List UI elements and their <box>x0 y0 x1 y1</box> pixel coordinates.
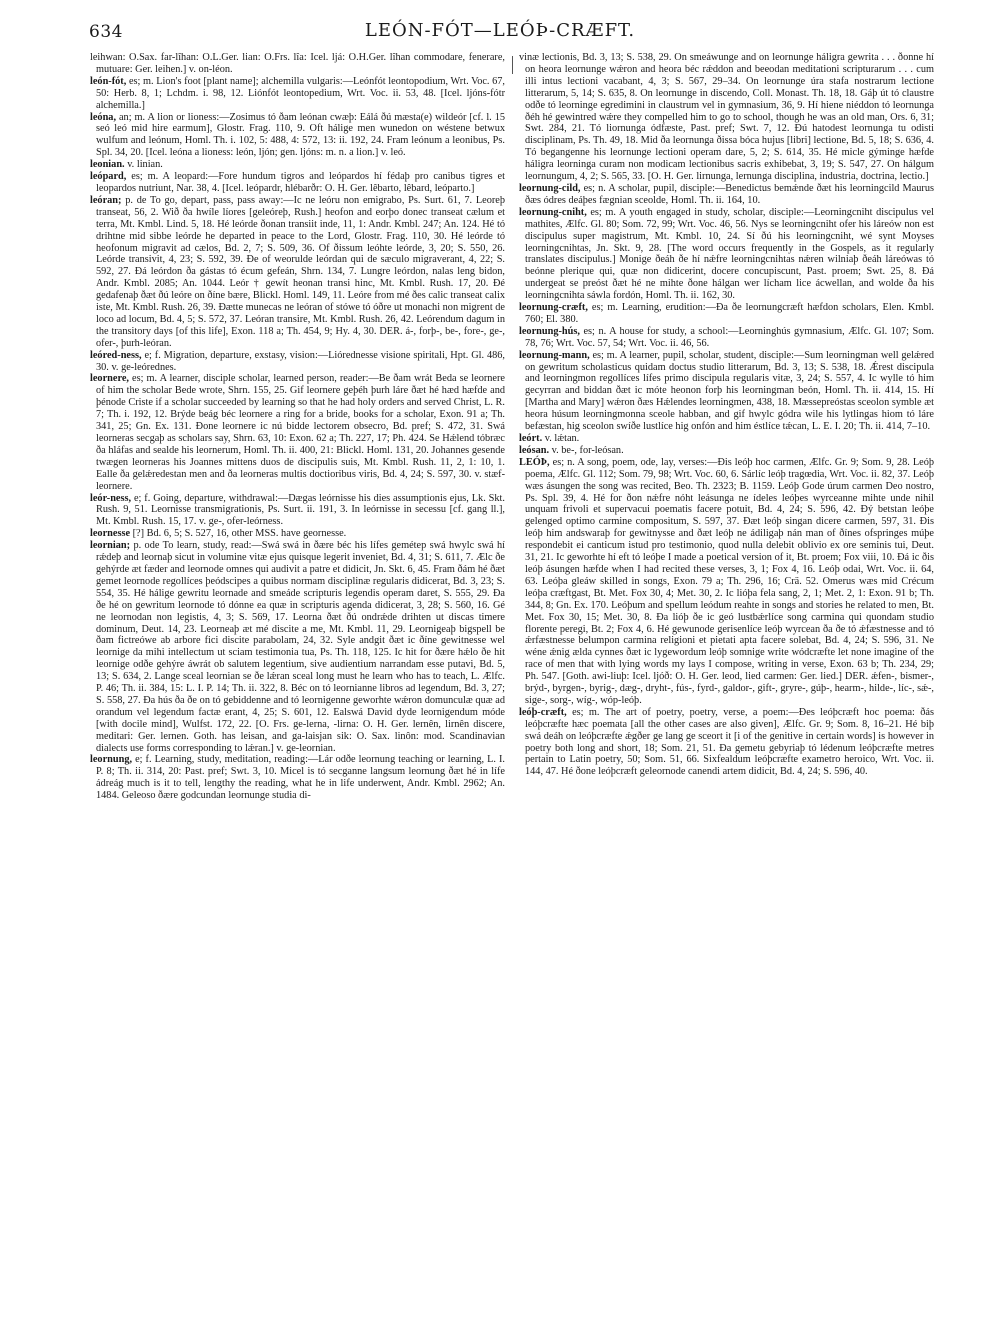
dictionary-entry <box>90 540 505 754</box>
dictionary-entry <box>90 528 505 540</box>
dictionary-entry <box>90 112 505 160</box>
entry-headword: leornung-cniht, <box>519 206 587 218</box>
entry-text: es; m. A youth engaged in study, scholar, disciple:—Leorningcniht discipulus vel mathites, Ælfc. Gl. 80; Som. 72, 99; Wrt. Voc. 46, 56. Nys se leorningcniht ofer his láreów non est discipulus super magistrum, Mt. Kmbl. 10, 24. Sí ðú his leorningcniht, wé synt Moyses leorningcnihtas, Jn. Skt. 9, 28. [The word occurs frequently in the Gospels, as it regularly translates discipulus.] Monige ðeáh ðe hí nǽfre leorningcnihtas nǽren wilniaþ ðeáh láreówas tó beónne plerique qui, quæ non didicerint, docere concupiscunt, Past. proem; Swt. 25, 8. Ðá undergeat se preóst ðæt hé ne mihte ðone hálgan wer lícham lice ácwellan, and wolde ða his leorningcnihta sáwla fordón, Homl. Th. ii. 162, 30. <box>525 206 934 302</box>
dictionary-entry <box>90 171 505 195</box>
entry-text: e; f. Migration, departure, exstasy, vision:—Liórednesse visione spiritali, Hpt. Gl. 486, 30. v. ge-leórednes. <box>96 349 505 373</box>
entry-text: es; m. Lion's foot [plant name]; alchemilla vulgaris:—Leónfót leontopodium, Wrt. Voc. 67, 50: Herb. 8, 1; Lchdm. i. 98, 12. Liónfót leontopedium, Wrt. Voc. ii. 53, 48. [Icel. ljóns-fótr alchemilla.] <box>96 75 505 111</box>
entry-headword: león-fót, <box>90 75 127 87</box>
entry-text: es; n. A song, poem, ode, lay, verses:—Ðis leóþ hoc carmen, Ælfc. Gr. 9; Som. 9, 28. Leóþ poema, Ælfc. Gl. 112; Som. 79, 98; Wrt. Voc. 60, 6. Sárlíc leóþ tragœdia, Wrt. Voc. ii. 82, 37. Leóþ wæs ásungen the song was recited, Beo. Th. 2323; B. 1159. Leóþ Gode úrum carmen Deo nostro, Ps. Spl. 39, 4. Hé for ðon nǽfre nóht leásunga ne ídeles leóþes wyrceanne mihte unde nihil unquam frivoli et supervacui poematis facere potuit, Bd. 4, 24; S. 596, 42. Ðý betstan leóþe gelenged optimo carmine compositum, S. 597, 37. Ðæt leóþ singan dicere carmen, 597, 31. Ðis leóþ him andswaraþ for gewitnysse and ðæt leóþ ne ádiligaþ nán man of ðínes ofspringes múþe respondebit ei canticum istud pro testimonio, quod nulla delebit oblivio ex ore seminis tui, Deut. 31, 21. Ic geworhte hí eft tó leóþe I made a poetical version of it, Bt. proem; Fox viii, 10. Ðá ic ðis leóþ ásungen hæfde when I had recited these verses, 3, 1; Fox 4, 16. Leóþ odai, Wrt. Voc. ii. 64, 63. Leóþa gleáw skilled in songs, Exon. 79 a; Th. 296, 16; Crä. 52. Omerus wæs mid Crécum leóþa cræftgast, Bt. Met. Fox 30, 4; Met. 30, 2. Ic lióþa fela sang, 2, 1; Met. 2, 1: Exon. 91 b; Th. 344, 8; Gn. Ex. 170. Leóþum and spellum leódum reahte in songs and stories he related to men, Bt. Met. Fox 30, 15; Met. 30, 8. Ða lióþ ðe ic geó lustbǽrlíce song carmina qui quondam studio florente peregi, Bt. 2; Fox 4, 6. Hé gewunode gerisenlíce leóþ wyrcean ða ðe tó ǽfæstnesse and tó ǽrfæstnesse belumpon carmina religioni et pietati apta facere solebat, Bd. 4, 24; S. 596, 31. Ne wéne ǽnig ælda cynnes ðæt ic lygewordum leóþ somnige write wódcræfte let none imagine of the race of men that with lying words my lays I compose, writing in verse, Exon. 63 b; Th. 234, 29; Ph. 547. [Goth. awi-liuþ: Icel. ljóð: O. H. Ger. leod, lied carmen: Ger. lied.] DER. ǽfen-, bismer-, brýd-, byrgen-, byrig-, dæg-, dryht-, fús-, fyrd-, galdor-, gift-, gryre-, gúþ-, hearm-, hilde-, líc-, sǽ-, sige-, sorg-, wíg-, wóp-leóþ. <box>525 456 934 706</box>
dictionary-entry <box>519 207 934 302</box>
entry-text: e; f. Going, departure, withdrawal:—Dægas leórnisse his dies assumptionis ejus, Lk. Skt. Rush. 9, 51. Leornisse transmigrationis, Ps. Surt. ii. 191, 3. In leórnisse in secessu [cf. gang ll.], Mt. Kmbl. Rush. 15, 17. v. ge-, ofer-leórness. <box>96 492 505 528</box>
right-column <box>519 52 934 1307</box>
dictionary-entry <box>90 493 505 529</box>
dictionary-entry <box>90 350 505 374</box>
entry-headword: leópard, <box>90 171 127 183</box>
entry-text: es; m. A leopard:—Fore hundum tigros and leópardos hí fédaþ pro canibus tigres et leopardos nutriunt, Nar. 38, 4. [Icel. leópardr, hlébarðr: O. H. Ger. lêbarto, lêbard, leóparto.] <box>96 171 505 194</box>
entry-headword: leornung-cild, <box>519 182 581 194</box>
column-rule <box>512 56 513 74</box>
entry-headword: leóran; <box>90 194 122 206</box>
dictionary-entry <box>90 373 505 492</box>
entry-headword: leóred-ness, <box>90 349 142 361</box>
entry-text: v. linian. <box>124 159 163 171</box>
entry-headword: leornesse <box>90 528 131 540</box>
dictionary-entry <box>90 195 505 350</box>
dictionary-entry <box>519 52 934 183</box>
dictionary-entry <box>519 433 934 445</box>
entry-headword: leósan. <box>519 444 550 456</box>
entry-headword: LEÓÞ, <box>519 456 550 468</box>
dictionary-entry <box>519 326 934 350</box>
entry-text: p. de To go, depart, pass, pass away:—Ic ne leóru non emigrabo, Ps. Surt. 61, 7. Leoreþ transeat, 56, 2. Wið ða hwíle líores [geleóreþ, Rush.] heofon and eorþo donec transeat cælum et terra, Mt. Kmbl. Lind. 5, 18. Hé leórde ðonan transiit inde, 11, 1: Andr. Kmbl. 247; An. 124. Hé tó drihtne mid sibbe leórde he departed in peace to the Lord, Glostr. Frag. 110, 30. Hé leórde tó heofonum migravit ad cælos, Bd. 2, 7; S. 509, 36. Of ðissum leóhte leórde, 3, 20; S. 550, 26. Leórde transivit, 4, 23; S. 592, 39. Ðe of weorulde leórdan qui de sæculo migraverant, 4, 22; S. 592, 27. Ðá leórdon ða gástas tó écum gefeán, Shrn. 134, 7. Lungre leórdon, nalas leng bidon, Andr. Kmbl. 2085; An. 1044. Leór † gewít heonan transi hinc, Mt. Kmbl. Rush. 17, 20. Ðé gedafenaþ ðæt ðú leóre on ðíne bære, Blickl. Homl. 149, 11. Leóre from mé ðes calic transeat calix iste, Mt. Kmbl. Rush. 26, 39. Ðætte munecas ne leóran of stówe tó óðre ut monachi non migrent de loco ad locum, Bd. 4, 5; S. 572, 37. Leóran transire, Mt. Kmbl. Rush. 26, 42. Leórendum dagum in the transitory days [of this life], Exon. 118 a; Th. 454, 9; Hy. 4, 30. DER. á-, forþ-, be-, fore-, ge-, ofer-, þurh-leóran. <box>96 194 505 349</box>
dictionary-entry <box>519 183 934 207</box>
entry-headword: leornung-mann, <box>519 349 590 361</box>
entry-headword: leornere, <box>90 373 129 385</box>
left-column <box>90 52 505 1307</box>
entry-headword: leórt. <box>519 433 543 444</box>
entry-headword: leornung-hús, <box>519 325 580 337</box>
dictionary-entry <box>519 445 934 457</box>
entry-text: p. ode To learn, study, read:—Swá swá in ðære béc his lífes gemétep swá hwylc swá hí rǽdeþ and leornaþ sicut in volumine vitæ ejus quisque legerit inveniet, Bd. 4, 31; S. 611, 7. Ælc ðe gehýrde æt fæder and leornode omnes qui audivit a patre et didicit, Jn. Skt. 6, 45. Fram ðám hé ðæt gemet leornode regollíces þeódscipes a quibus normam disciplinæ regularis didicerat, Bd. 3, 23; S. 554, 35. Hé hálige gewritu leornade and smeáde scripturis legendis operam daret, S. 555, 29. Ða ðe hé on gewritum leornode tó dónne ea quæ in scripturis agenda didicerat, 3, 28; S. 560, 16. Gé ne leornodan non legistis, 4, 3; S. 569, 17. Leorna ðæt ðú ondrǽde drihten ut discas timere dominum, Deut. 14, 23. Leorneaþ æt mé discite a me, Mt. Kmbl. 11, 29. Leornigeaþ bigspell be ðam fictreówe ab arbore fici discite parabolam, 24, 32. Syle andgit ðæt ic ðíne gewitnesse wel leornige da mihi intellectum ut sciam testimonia tua, Ps. Th. 118, 125. Ic hit for ðære hǽlo ðe hit leornige odðe gehýre áwrát ob salutem legentium, sive audientium narrandam esse putavi, Bd. 5, 13; S. 634, 2. Lange sceal leornian se ðe lǽran sceal long must he learn who has to teach, L. Ælfc. P. 46; Th. ii. 384, 15: L. I. P. 14; Th. ii. 322, 8. Béc on tó leornianne libros ad legendum, Bd. 3, 27; S. 558, 27. Ða hús ða ðe on tó gebiddenne and tó leornigenne geworhte wǽron domunculæ quæ ad orandum vel legendum factæ erant, 4, 25; S. 601, 12. Ealswá David dyde leornigendum móde [with docile mind], Wulfst. 172, 22. [O. Frs. ge-lerna, -lirna: O. H. Ger. lernên, lirnên discere, meditari: Ger. lernen. Goth. has leisan, and ga-laisjan sik: O. Sax. linôn: mod. Scandinavian dialects use forms corresponding to lǽran.] v. ge-leornian. <box>96 540 505 754</box>
entry-text: [?] Bd. 6, 5; S. 527, 16, other MSS. have geornesse. <box>130 528 347 540</box>
entry-headword: leór-ness, <box>90 492 132 504</box>
dictionary-entry <box>519 707 934 778</box>
entry-text: v. lǽtan. <box>542 433 580 444</box>
entry-text: an; m. A lion or lioness:—Zosimus tó ðam leónan cwæþ: Eálá ðú mæsta(e) wildeór [cf. l. 15 seó leó mid hire earmum], Glostr. Frag. 110, 9. Oft hálige men wunedon on wéstene betwux wulfum and leónum, Homl. Th. i. 102, 5: 488, 4: 572, 13: ii. 192, 24. Fram leónum a leonibus, Ps. Spl. 34, 20. [Icel. leóna a lioness: león, ljón; gen. ljóns: m. n. a lion.] v. leó. <box>96 111 505 159</box>
entry-headword: leornian; <box>90 540 131 552</box>
entry-headword: leonian. <box>90 159 125 171</box>
dictionary-entry <box>519 457 934 707</box>
entry-headword: leornung-cræft, <box>519 302 588 314</box>
dictionary-entry <box>90 76 505 112</box>
entry-headword: leóna, <box>90 111 117 123</box>
entry-text: es; m. The art of poetry, poetry, verse, a poem:—Ðes leóþcræft hoc poema: ðás leóþcræfte hæc poemata [all the other cases are also given], Ælfc. Gr. 9; Som. 8, 16–21. Hé biþ swá deáh on leóþcræfte ǽgðer ge lang ge sceort it [i of the genitive in certain words] is however in poetry both long and short, 18; Som. 21, 51. Ða gemetu gebyriaþ tó lédenum leóþcræfte metres pertain to Latin poetry, 50; Som. 51, 66. Sixfealdum leóþcræfte exametro heroico, Wrt. Voc. ii. 144, 47. Hé ðone leóþcræft geleornode canendi artem didicit, Bd. 4, 24; S. 596, 40. <box>525 706 934 778</box>
dictionary-entry <box>90 754 505 802</box>
entry-text: vinæ lectionis, Bd. 3, 13; S. 538, 29. On smeáwunge and on leornunge háligra gewrita . . . ðonne hí on heora leornunge wǽron and heora béc rǽddon and beeodan meditationi scripturarum . . . cum illi intus lectioni vacabant, 4, 3; S. 567, 29–34. On leornunge úra stafa nostrarum lectione litterarum, 5, 14; S. 635, 8. On leornunge in discendo, Coll. Monast. Th. 18, 18. Gáþ út tó claustre odðe tó leorninge egredimini in claustrum vel in gymnasium, 36, 9. Hí hiene niéddon tó leornunga ðéh hé gewintred wǽre they compelled him to go to school, though he was an old man, Ors. 6, 31; Swt. 284, 21. Tó liornunga ódfæste, Past. pref; Swt. 7, 12. Ðú hatodest leornunga tu odisti disciplinam, Ps. Th. 49, 18. Mid ða leornunga ðissa bóca hujus [libri] lectione, Bd. 5, 18; S. 636, 4. Tó begangenne his leornunge lectioni operam dare, 5, 2; S. 614, 35. Hé micle gýminge hæfde háligra leorninga curam non modicam lectionibus sacris exhibebat, 3, 19; S. 547, 27. On hálgum leornungum, 4, 2; S. 565, 33. [O. H. Ger. lirnunga, lernunga disciplina, industria, doctrina, lectio.] <box>519 52 934 183</box>
dictionary-entry <box>90 159 505 171</box>
entry-text: es; n. A scholar, pupil, disciple:—Benedictus bemǽnde ðæt his leorningcild Maurus ðæs ódres deáþes fægnian sceolde, Homl. Th. ii. 164, 10. <box>525 182 934 206</box>
dictionary-entry <box>90 52 505 76</box>
entry-headword: leornung, <box>90 754 133 766</box>
entry-headword: leóþ-cræft, <box>519 706 567 718</box>
entry-text: v. be-, for-leósan. <box>549 444 624 456</box>
page-number: 634 <box>89 22 123 42</box>
running-head: LEÓN-FÓT—LEÓÞ-CRÆFT. <box>364 20 636 41</box>
dictionary-entry <box>519 350 934 433</box>
entry-text: leihwan: O.Sax. far-lîhan: O.L.Ger. lian: O.Frs. lîa: Icel. ljá: O.H.Ger. lîhan commodare, fenerare, mutuare: Ger. leihen.] v. on-léon. <box>90 52 505 75</box>
dictionary-entry <box>519 302 934 326</box>
entry-text: es; m. Learning, erudition:—Ða ðe leornungcræft hæfdon scholars, Elen. Kmbl. 760; El. 380. <box>525 302 934 325</box>
entry-text: es; n. A house for study, a school:—Leorninghús gymnasium, Ælfc. Gl. 107; Som. 78, 76; Wrt. Voc. 57, 54; Wrt. Voc. ii. 46, 56. <box>525 325 934 349</box>
entry-text: es; m. A learner, disciple scholar, learned person, reader:—Be ðam wrát Beda se leornere of him the scholar Bede wrote, Shrn. 155, 25. Gif leornere geþéh þurh láre ðæt hé hæd hæfde and þénode Criste if a scholar succeeded by learning so that he had holy orders and served Christ, L. R. 7; Th. i. 192, 12. Brýde beág béc leornere a ring for a bride, books for a scholar, Exon. 91 a; Th. 341, 25; Gn. Ex. 131. Ðone leornere ic nú bidde lectorem obsecro, Bd. pref; S. 472, 31. Swá leorneras secgaþ as scholars say, Shrn. 63, 10: Exon. 62 a; Th. 227, 17; Ph. 424. Se Hǽlend tóbræc ða hláfas and sealde his leornerum, Homl. Th. ii. 400, 21: Blickl. Homl. 131, 20. Johannes gesende twægen leorneras his Joannes mittens duos de discipulis suis, Mt. Kmbl. Rush. 11, 2, 1: 10, 1. Ealle ða gelǽredestan men and ða leorneras multis doctioribus viris, Bd. 4, 24; S. 597, 30. v. stæf-leornere. <box>96 373 505 492</box>
entry-text: e; f. Learning, study, meditation, reading:—Lár odðe leornung teaching or learning, L. I. P. 8; Th. ii. 314, 20: Past. pref; Swt. 3, 10. Micel is tó secganne langsum leornung ðæt hé in lífe ádreág much is it to tell, lengthy the reading, what he in life underwent, Andr. Kmbl. 2962; An. 1484. Geleoso ðære godcundan leornunge studia di- <box>96 754 505 802</box>
entry-text: es; m. A learner, pupil, scholar, student, disciple:—Sum leorningman well gelǽred on gewritum scholasticus quidam doctus studio litterarum, Bd. 3, 13; S. 538, 18. Ǽrest discipula and leorningmon regollíces lífes primo discipula regularis vitæ, 3, 24; S. 557, 4. Ic wylle tó him gecyrran and biddan ðæt ic móte heonon forþ his leorningman beón, Homl. Th. ii. 414, 15. Hí [Martha and Mary] wǽron ðæs Hǽlendes leorningmen, 438, 18. Mæssepreóstas sceolon symble æt heora húsum leorningmonna sceole habban, and gif hwylc gódra wile his lytlingas hiom tó láre befæstan, hig sceolon swíðe lustlíce hig onfón and him éstlíce tǽcan, L. E. I. 20; Th. ii. 414, 7–10. <box>525 349 934 433</box>
